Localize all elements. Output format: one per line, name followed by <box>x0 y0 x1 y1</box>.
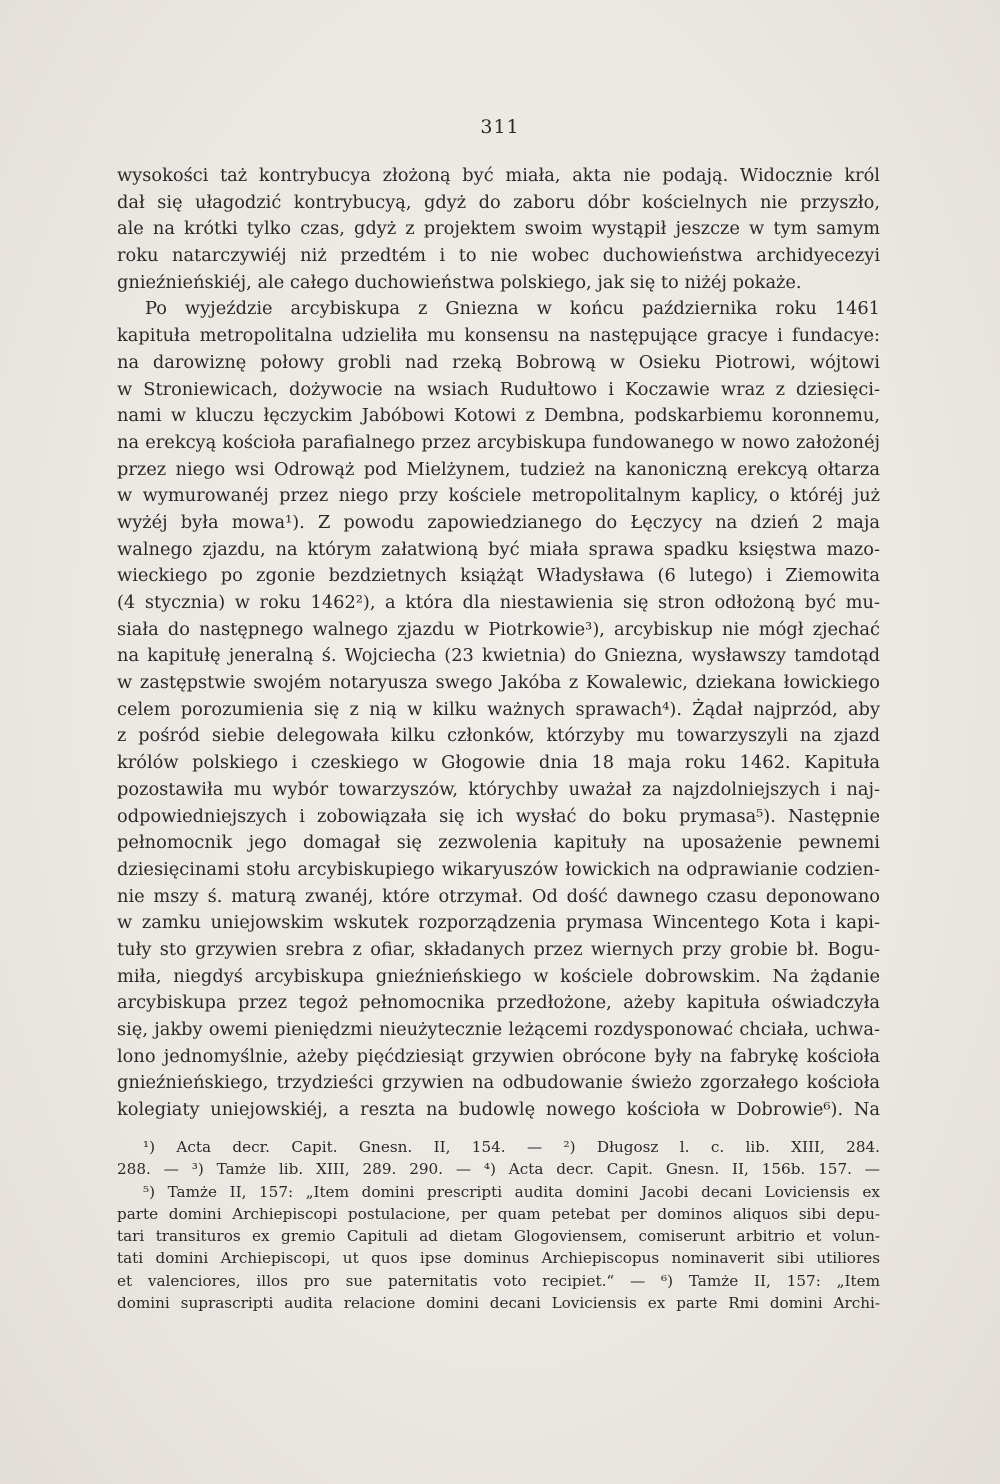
footnote-line: ⁵) Tamże II, 157: „Item domini prescripti audita domini Jacobi decani Loviciensis ex <box>143 1182 880 1201</box>
footnote-line: et valenciores, illos pro sue paternitatis voto recipiet.“ — ⁶) Tamże II, 157: „Item <box>117 1271 880 1290</box>
text-line: (4 stycznia) w roku 1462²), a która dla niestawienia się stron odłożoną być mu- <box>117 592 880 613</box>
text-line: na kapitułę jeneralną ś. Wojciecha (23 kwietnia) do Gniezna, wysławszy tamdotąd <box>117 645 880 667</box>
text-line: wieckiego po zgonie bezdzietnych książąt Władysława (6 lutego) i Ziemowita <box>117 565 880 587</box>
text-line: siała do następnego walnego zjazdu w Piotrkowie³), arcybiskup nie mógł zjechać <box>117 618 880 640</box>
text-line: dziesięcinami stołu arcybiskupiego wikaryuszów łowickich na odprawianie codzien- <box>117 858 880 880</box>
text-line: miła, niegdyś arcybiskupa gnieźnieńskiego w kościele dobrowskim. Na żądanie <box>117 965 880 987</box>
text-line: roku natarczywiéj niż przedtém i to nie wobec duchowieństwa archidyecezyi <box>117 245 880 267</box>
text-line: Po wyjeździe arcybiskupa z Gniezna w końcu października roku 1461 <box>145 298 880 320</box>
text-line: gnieźnieńskiéj, ale całego duchowieństwa polskiego, jak się to niżéj pokaże. <box>117 271 802 293</box>
text-line: przez niego wsi Odrowąż pod Mielżynem, tudzież na kanoniczną erekcyą ołtarza <box>117 458 880 480</box>
footnote-line: tari transituros ex gremio Capituli ad dietam Glogoviensem, comiserunt arbitrio et volun- <box>117 1227 880 1246</box>
text-line: na erekcyą kościoła parafialnego przez arcybiskupa fundowanego w nowo założonéj <box>117 431 880 453</box>
text-line: tuły sto grzywien srebra z ofiar, składanych przez wiernych przy grobie bł. Bogu- <box>117 938 880 960</box>
text-line: w zastępstwie swojém notaryusza swego Jakóba z Kowalewic, dziekana łowickiego <box>117 672 880 694</box>
footnote-line: 288. — ³) Tamże lib. XIII, 289. 290. — ⁴) Acta decr. Capit. Gnesn. II, 156b. 157. — <box>117 1160 880 1179</box>
text-line: kolegiaty uniejowskiéj, a reszta na budowlę nowego kościoła w Dobrowie⁶). Na <box>117 1099 880 1121</box>
footnote-line: domini suprascripti audita relacione domini decani Loviciensis ex parte Rmi domini Archi- <box>117 1294 880 1313</box>
text-line: pozostawiła mu wybór towarzyszów, którychby uważał za najzdolniejszych i naj- <box>117 778 880 800</box>
text-line: w zamku uniejowskim wskutek rozporządzenia prymasa Wincentego Kota i kapi- <box>117 912 880 934</box>
text-line: w wymurowanéj przez niego przy kościele metropolitalnym kaplicy, o któréj już <box>117 485 880 507</box>
text-line: dał się ułagodzić kontrybucyą, gdyż do zaboru dóbr kościelnych nie przyszło, <box>117 191 880 213</box>
footnotes-block <box>117 1136 880 1314</box>
text-line: walnego zjazdu, na którym załatwioną być miała sprawa spadku księstwa mazo- <box>117 538 880 560</box>
text-line: pełnomocnik jego domagał się zezwolenia kapituły na uposażenie pewnemi <box>117 832 880 854</box>
text-line: lono jednomyślnie, ażeby pięćdziesiąt grzywien obrócone były na fabrykę kościoła <box>117 1045 880 1067</box>
text-line: w Stroniewicach, dożywocie na wsiach Rudułtowo i Koczawie wraz z dziesięci- <box>117 378 880 400</box>
text-line: nami w kluczu łęczyckim Jabóbowi Kotowi z Dembna, podskarbiemu koronnemu, <box>117 405 880 427</box>
footnote-line: tati domini Archiepiscopi, ut quos ipse dominus Archiepiscopus nominaverit sibi utiliores <box>117 1249 880 1268</box>
text-line: gnieźnieńskiego, trzydzieści grzywien na odbudowanie świeżo zgorzałego kościoła <box>117 1072 880 1094</box>
text-line: z pośród siebie delegowała kilku członków, którzyby mu towarzyszyli na zjazd <box>117 725 880 747</box>
text-line: królów polskiego i czeskiego w Głogowie dnia 18 maja roku 1462. Kapituła <box>117 752 880 774</box>
text-line: wysokości taż kontrybucya złożoną być miała, akta nie podają. Widocznie król <box>117 165 880 186</box>
text-line: na darowiznę połowy grobli nad rzeką Bobrową w Osieku Piotrowi, wójtowi <box>117 351 880 373</box>
footnote-line: ¹) Acta decr. Capit. Gnesn. II, 154. — ²) Długosz l. c. lib. XIII, 284. <box>143 1138 880 1156</box>
main-text-block <box>117 163 880 1124</box>
footnote-line: parte domini Archiepiscopi postulacione, per quam petebat per dominos aliquos sibi depu- <box>117 1204 880 1223</box>
text-line: wyżéj była mowa¹). Z powodu zapowiedzianego do Łęczycy na dzień 2 maja <box>117 511 880 533</box>
text-line: celem porozumienia się z nią w kilku ważnych sprawach⁴). Żądał najprzód, aby <box>117 698 880 720</box>
text-line: odpowiedniejszych i zobowiązała się ich wysłać do boku prymasa⁵). Następnie <box>117 805 880 827</box>
page-number: 311 <box>480 116 520 138</box>
text-line: nie mszy ś. maturą zwanéj, które otrzymał. Od dość dawnego czasu deponowano <box>117 885 880 907</box>
text-line: arcybiskupa przez tegoż pełnomocnika przedłożone, ażeby kapituła oświadczyła <box>117 992 880 1014</box>
text-line: kapituła metropolitalna udzieliła mu konsensu na następujące gracye i fundacye: <box>117 325 880 347</box>
text-line: ale na krótki tylko czas, gdyż z projektem swoim wystąpił jeszcze w tym samym <box>117 218 880 240</box>
text-line: się, jakby owemi pieniędzmi nieużytecznie leżącemi rozdysponować chciała, uchwa- <box>117 1019 880 1040</box>
